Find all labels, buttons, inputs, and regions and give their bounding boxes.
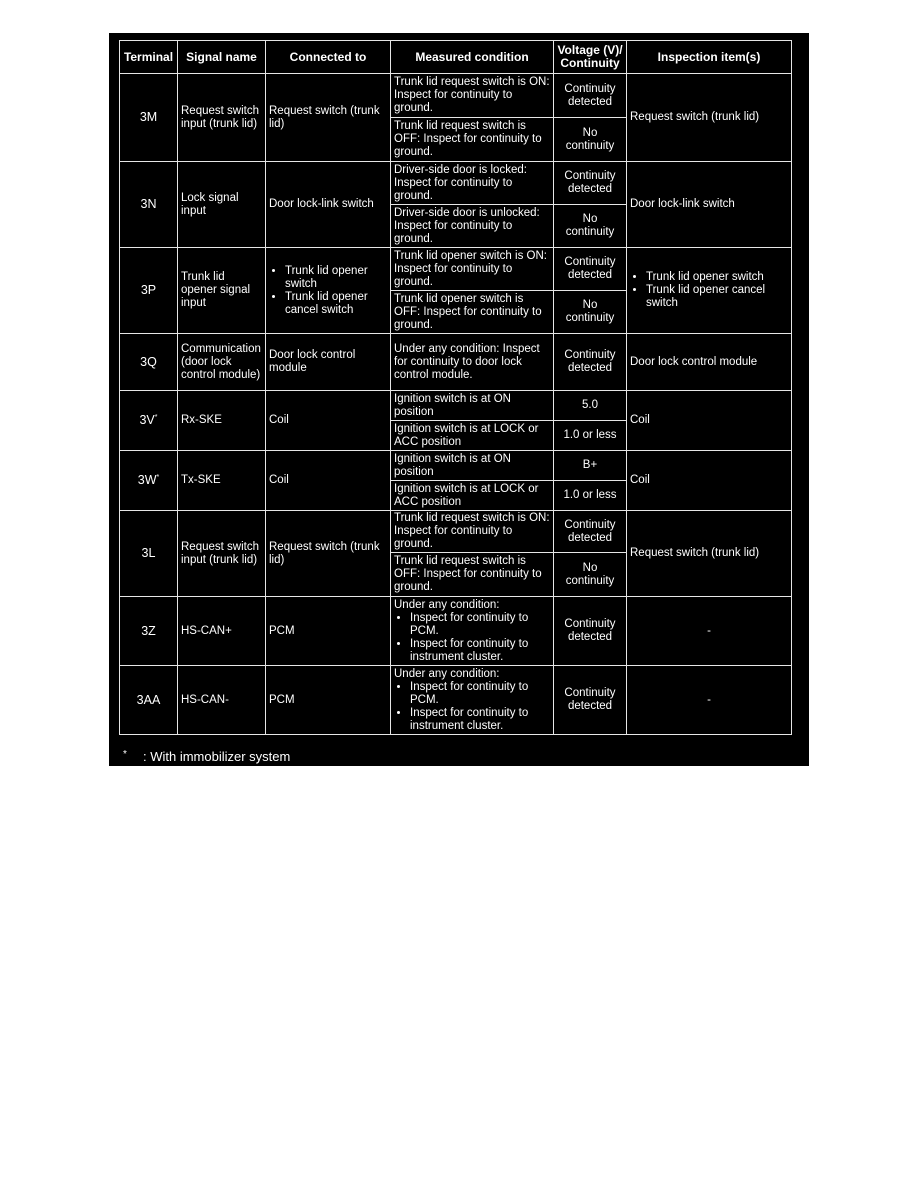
inspection-item-cell: Request switch (trunk lid) (627, 511, 792, 597)
condition-list (394, 681, 550, 733)
terminal-cell: 3Q (120, 334, 178, 391)
connected-to-cell: PCM (266, 597, 391, 666)
measured-condition-cell: Driver-side door is locked: Inspect for continuity to ground. (391, 162, 554, 205)
list-item: • Inspect for continuity to instrument cluster. (410, 707, 550, 733)
voltage-cell: Continuity detected (554, 666, 627, 735)
signal-name-cell: Tx-SKE (178, 451, 266, 511)
signal-name-cell: HS-CAN+ (178, 597, 266, 666)
table-row (120, 334, 792, 391)
table-row (120, 391, 792, 421)
inspection-item-cell: - (627, 597, 792, 666)
table-row (120, 451, 792, 481)
measured-condition-cell: Ignition switch is at ON position (391, 391, 554, 421)
voltage-cell: Continuity detected (554, 597, 627, 666)
header-terminal: Terminal (120, 41, 178, 74)
footnote-text: : With immobilizer system (143, 749, 291, 764)
measured-condition-cell: Driver-side door is unlocked: Inspect for continuity to ground. (391, 205, 554, 248)
terminal-cell: 3M (120, 74, 178, 162)
inspection-item-cell: Door lock-link switch (627, 162, 792, 248)
header-inspection-items: Inspection item(s) (627, 41, 792, 74)
list-item: • Trunk lid opener switch (285, 265, 387, 291)
header-connected-to: Connected to (266, 41, 391, 74)
connected-to-cell: Coil (266, 451, 391, 511)
voltage-cell: Continuity detected (554, 162, 627, 205)
inspection-item-cell: Coil (627, 391, 792, 451)
measured-condition-cell: Ignition switch is at LOCK or ACC position (391, 421, 554, 451)
terminal-cell: 3N (120, 162, 178, 248)
inspection-item-cell (627, 248, 792, 334)
condition-lead: Under any condition: (394, 667, 500, 680)
header-row (120, 41, 792, 74)
terminal-cell (120, 391, 178, 451)
connected-to-cell: Door lock-link switch (266, 162, 391, 248)
header-signal-name: Signal name (178, 41, 266, 74)
voltage-cell: 1.0 or less (554, 481, 627, 511)
connected-to-cell: Coil (266, 391, 391, 451)
list-item: • Trunk lid opener switch (646, 271, 788, 284)
voltage-cell: Continuity detected (554, 334, 627, 391)
header-measured-condition: Measured condition (391, 41, 554, 74)
terminal-label: 3W (137, 473, 157, 487)
measured-condition-cell: Ignition switch is at LOCK or ACC position (391, 481, 554, 511)
voltage-cell: Continuity detected (554, 511, 627, 553)
voltage-cell: B+ (554, 451, 627, 481)
voltage-cell: No continuity (554, 291, 627, 334)
inspection-list (630, 271, 788, 310)
signal-name-cell: Lock signal input (178, 162, 266, 248)
signal-name-cell: Request switch input (trunk lid) (178, 74, 266, 162)
voltage-cell: No continuity (554, 205, 627, 248)
measured-condition-cell: Ignition switch is at ON position (391, 451, 554, 481)
signal-name-cell: HS-CAN- (178, 666, 266, 735)
list-item: • Inspect for continuity to instrument cluster. (410, 638, 550, 664)
connected-to-cell: Request switch (trunk lid) (266, 74, 391, 162)
footnote-marker: * (123, 749, 127, 760)
list-item: • Inspect for continuity to PCM. (410, 612, 550, 638)
immobilizer-marker: * (156, 473, 160, 481)
terminal-cell: 3L (120, 511, 178, 597)
connected-to-cell: Request switch (trunk lid) (266, 511, 391, 597)
condition-lead: Under any condition: (394, 598, 500, 611)
voltage-cell: 1.0 or less (554, 421, 627, 451)
measured-condition-cell: Trunk lid request switch is ON: Inspect for continuity to ground. (391, 74, 554, 118)
footnote (123, 749, 290, 764)
signal-name-cell: Communication (door lock control module) (178, 334, 266, 391)
terminal-cell: 3Z (120, 597, 178, 666)
inspection-item-cell: Door lock control module (627, 334, 792, 391)
terminal-cell: 3AA (120, 666, 178, 735)
table-row (120, 74, 792, 118)
voltage-cell: 5.0 (554, 391, 627, 421)
table-row (120, 162, 792, 205)
table-row (120, 597, 792, 666)
list-item: • Trunk lid opener cancel switch (646, 284, 788, 310)
inspection-item-cell: Request switch (trunk lid) (627, 74, 792, 162)
measured-condition-cell (391, 597, 554, 666)
voltage-cell: No continuity (554, 553, 627, 597)
list-item: • Inspect for continuity to PCM. (410, 681, 550, 707)
measured-condition-cell: Trunk lid opener switch is OFF: Inspect for continuity to ground. (391, 291, 554, 334)
signal-name-cell: Request switch input (trunk lid) (178, 511, 266, 597)
header-voltage-continuity: Voltage (V)/ Continuity (554, 41, 627, 74)
measured-condition-cell: Under any condition: Inspect for continuity to door lock control module. (391, 334, 554, 391)
measured-condition-cell: Trunk lid opener switch is ON: Inspect for continuity to ground. (391, 248, 554, 291)
immobilizer-marker: * (154, 413, 158, 421)
inspection-item-cell: - (627, 666, 792, 735)
terminal-inspection-table (119, 40, 792, 735)
connected-to-list (269, 265, 387, 317)
table-row (120, 666, 792, 735)
condition-list (394, 612, 550, 664)
measured-condition-cell: Trunk lid request switch is OFF: Inspect for continuity to ground. (391, 553, 554, 597)
voltage-cell: Continuity detected (554, 74, 627, 118)
measured-condition-cell (391, 666, 554, 735)
connected-to-cell: PCM (266, 666, 391, 735)
list-item: • Trunk lid opener cancel switch (285, 291, 387, 317)
inspection-item-cell: Coil (627, 451, 792, 511)
terminal-cell: 3P (120, 248, 178, 334)
voltage-cell: Continuity detected (554, 248, 627, 291)
connected-to-cell: Door lock control module (266, 334, 391, 391)
table-row (120, 511, 792, 553)
signal-name-cell: Trunk lid opener signal input (178, 248, 266, 334)
signal-name-cell: Rx-SKE (178, 391, 266, 451)
voltage-cell: No continuity (554, 118, 627, 162)
measured-condition-cell: Trunk lid request switch is OFF: Inspect for continuity to ground. (391, 118, 554, 162)
measured-condition-cell: Trunk lid request switch is ON: Inspect for continuity to ground. (391, 511, 554, 553)
table-row (120, 248, 792, 291)
terminal-cell (120, 451, 178, 511)
connected-to-cell (266, 248, 391, 334)
terminal-label: 3V (139, 413, 155, 427)
